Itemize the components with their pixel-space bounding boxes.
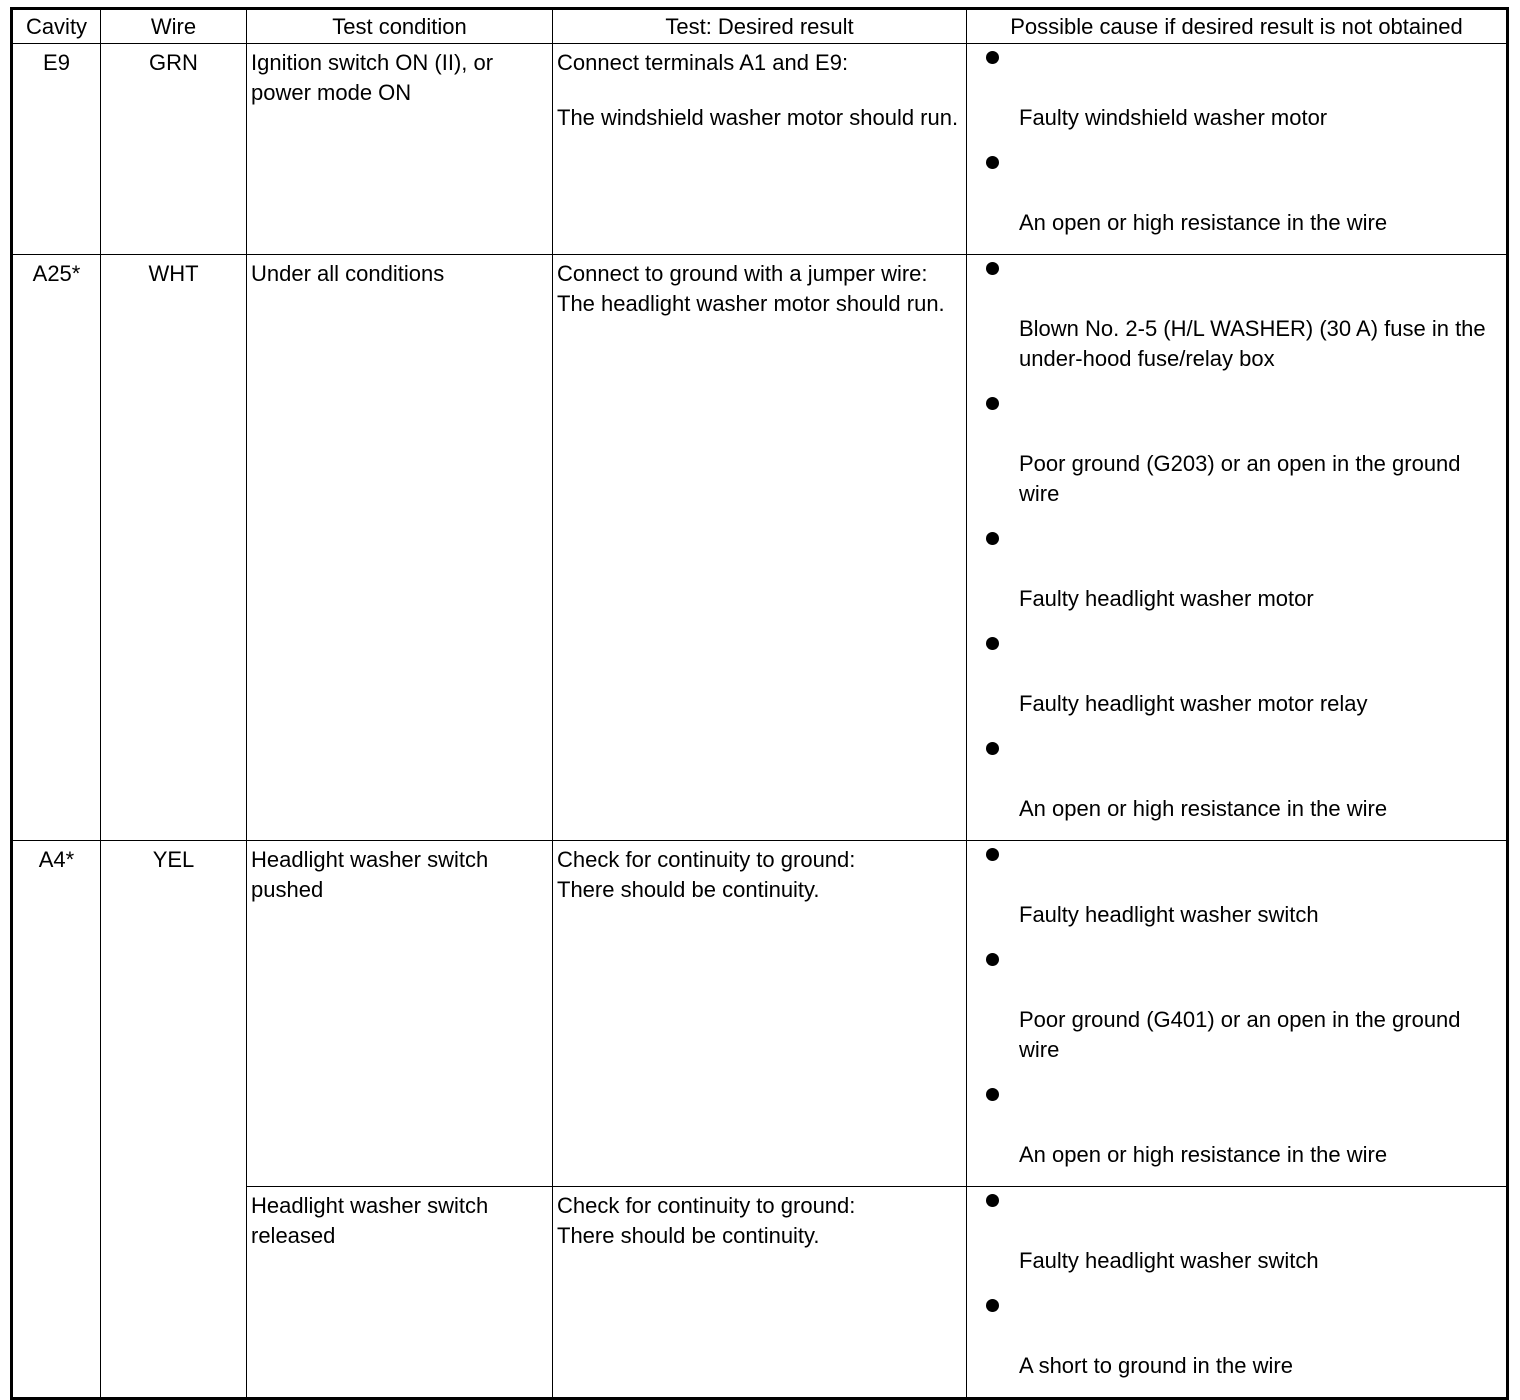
- cause-cell: [967, 1187, 1508, 1399]
- condition-cell: Headlight washer switch released: [247, 1187, 553, 1399]
- table-row-a25: [12, 255, 1508, 841]
- bullet-icon: [986, 532, 999, 545]
- header-row: [12, 9, 1508, 44]
- bullet-icon: [986, 1088, 999, 1101]
- bullet-icon: [986, 397, 999, 410]
- cause-item: Faulty headlight washer switch: [967, 1187, 1506, 1292]
- cause-item: Faulty headlight washer motor: [967, 525, 1506, 630]
- condition-cell: Under all conditions: [247, 255, 553, 841]
- cause-item: An open or high resistance in the wire: [967, 735, 1506, 840]
- cause-cell: [967, 44, 1508, 255]
- result-expected: The windshield washer motor should run.: [557, 105, 959, 130]
- cause-item: Faulty headlight washer motor relay: [967, 630, 1506, 735]
- connector-test-table: [10, 7, 1509, 1400]
- bullet-icon: [986, 262, 999, 275]
- header-test-condition: Test condition: [247, 9, 553, 44]
- bullet-icon: [986, 742, 999, 755]
- wire-cell: YEL: [101, 841, 247, 1399]
- cause-item: A short to ground in the wire: [967, 1292, 1506, 1397]
- condition-cell: Ignition switch ON (II), or power mode ON: [247, 44, 553, 255]
- cause-item: Faulty headlight washer switch: [967, 841, 1506, 946]
- header-wire: Wire: [101, 9, 247, 44]
- result-instruction: Check for continuity to ground:: [557, 1193, 856, 1218]
- wire-cell: GRN: [101, 44, 247, 255]
- result-cell: [553, 1187, 967, 1399]
- result-cell: [553, 255, 967, 841]
- result-cell: [553, 841, 967, 1187]
- header-desired-result: Test: Desired result: [553, 9, 967, 44]
- table-row-a4-pushed: [12, 841, 1508, 1187]
- wire-cell: WHT: [101, 255, 247, 841]
- result-expected: There should be continuity.: [557, 877, 820, 902]
- cause-cell: [967, 255, 1508, 841]
- table-row-e9: [12, 44, 1508, 255]
- cause-cell: [967, 841, 1508, 1187]
- bullet-icon: [986, 51, 999, 64]
- cause-item: Poor ground (G401) or an open in the ground wire: [967, 946, 1506, 1081]
- cause-item: Blown No. 2-5 (H/L WASHER) (30 A) fuse in the under-hood fuse/relay box: [967, 255, 1506, 390]
- bullet-icon: [986, 1299, 999, 1312]
- cause-item: Faulty windshield washer motor: [967, 44, 1506, 149]
- header-possible-cause: Possible cause if desired result is not obtained: [967, 9, 1508, 44]
- result-instruction: Connect to ground with a jumper wire:: [557, 261, 928, 286]
- result-instruction: Check for continuity to ground:: [557, 847, 856, 872]
- cause-item: An open or high resistance in the wire: [967, 149, 1506, 254]
- cavity-cell: A4*: [12, 841, 101, 1399]
- condition-cell: Headlight washer switch pushed: [247, 841, 553, 1187]
- result-cell: [553, 44, 967, 255]
- header-cavity: Cavity: [12, 9, 101, 44]
- cause-item: An open or high resistance in the wire: [967, 1081, 1506, 1186]
- result-expected: There should be continuity.: [557, 1223, 820, 1248]
- cause-item: Poor ground (G203) or an open in the ground wire: [967, 390, 1506, 525]
- bullet-icon: [986, 953, 999, 966]
- cavity-cell: E9: [12, 44, 101, 255]
- bullet-icon: [986, 637, 999, 650]
- cavity-cell: A25*: [12, 255, 101, 841]
- bullet-icon: [986, 156, 999, 169]
- result-instruction: Connect terminals A1 and E9:: [557, 50, 849, 75]
- result-expected: The headlight washer motor should run.: [557, 291, 945, 316]
- bullet-icon: [986, 1194, 999, 1207]
- bullet-icon: [986, 848, 999, 861]
